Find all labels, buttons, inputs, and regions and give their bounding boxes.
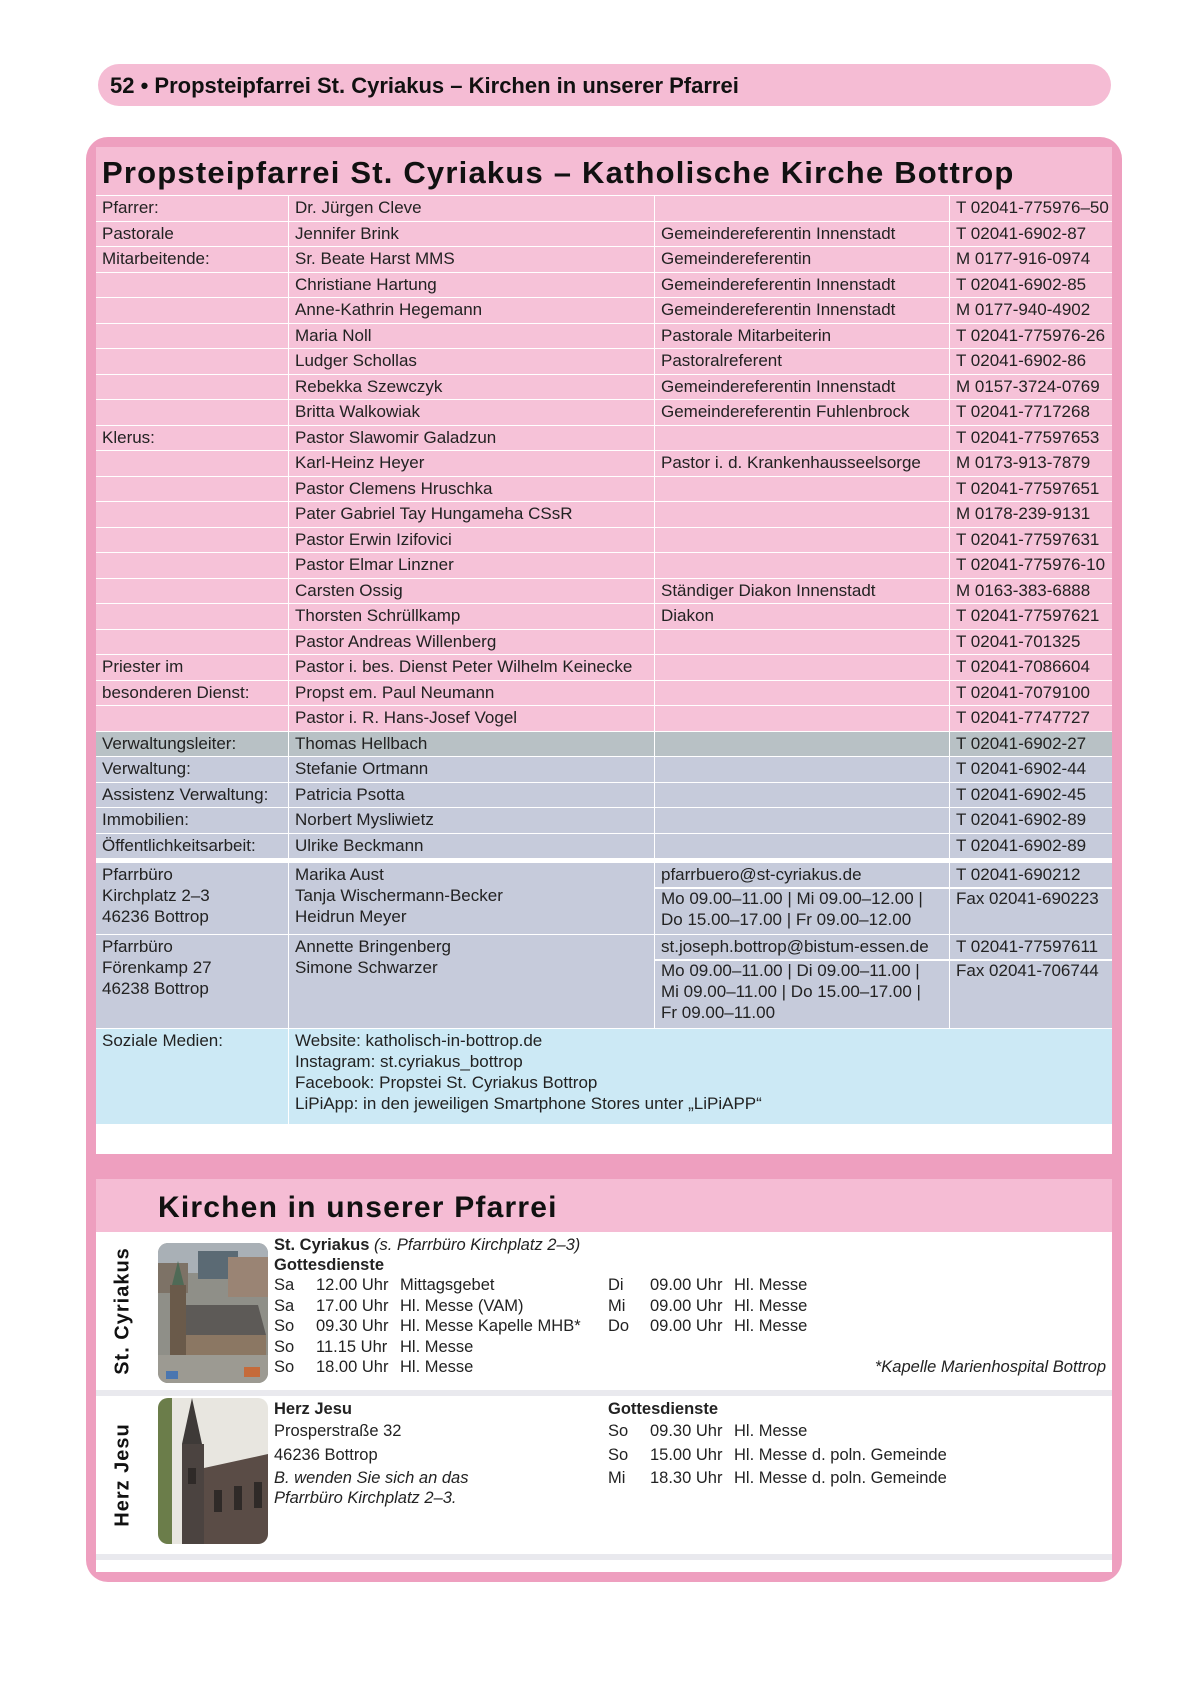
table-row	[96, 272, 1112, 298]
social-media	[96, 1028, 1112, 1124]
instagram-link[interactable]: Instagram: st.cyriakus_bottrop	[295, 1052, 523, 1071]
table-row	[96, 399, 1112, 425]
cell-label	[96, 273, 288, 298]
table-row	[96, 807, 1112, 833]
cell-role	[654, 783, 949, 808]
address-city: 46236 Bottrop	[274, 1446, 378, 1464]
service-desc: Mittagsgebet	[400, 1276, 495, 1294]
pfarrbuero-names: Annette Bringenberg Simone Schwarzer	[288, 935, 654, 1028]
cell-name: Maria Noll	[288, 324, 654, 349]
cell-phone: T 02041-701325	[949, 630, 1112, 655]
church-name-line: St. Cyriakus (s. Pfarrbüro Kirchplatz 2–3)	[274, 1236, 581, 1254]
cell-role: Gemeindereferentin Fuhlenbrock	[654, 400, 949, 425]
cell-name: Norbert Mysliwietz	[288, 808, 654, 833]
main-title-bar	[96, 147, 1112, 195]
table-row	[96, 833, 1112, 859]
cell-label	[96, 375, 288, 400]
table-row	[96, 527, 1112, 553]
cell-name: Pater Gabriel Tay Hungameha CSsR	[288, 502, 654, 527]
cell-role	[654, 808, 949, 833]
cell-phone: T 02041-6902-87	[949, 222, 1112, 247]
service-time: 15.00 Uhr	[650, 1445, 723, 1464]
cell-name: Jennifer Brink	[288, 222, 654, 247]
cell-phone: T 02041-6902-85	[949, 273, 1112, 298]
cell-label	[96, 349, 288, 374]
cell-phone: T 02041-775976-26	[949, 324, 1112, 349]
cell-role	[654, 757, 949, 782]
cell-label: Assistenz Verwaltung:	[102, 784, 269, 804]
service-day: Mi	[608, 1296, 626, 1315]
service-day: Mi	[608, 1469, 626, 1487]
table-row	[96, 425, 1112, 451]
table-row	[96, 450, 1112, 476]
cell-phone: M 0173-913-7879	[949, 451, 1112, 476]
service-desc: Hl. Messe (VAM)	[400, 1296, 524, 1315]
service-day: So	[608, 1422, 629, 1440]
cell-name: Ulrike Beckmann	[288, 834, 654, 859]
cell-phone: T 02041-7079100	[949, 681, 1112, 706]
table-row	[96, 756, 1112, 782]
table-row	[96, 654, 1112, 680]
pfarrbuero-label: Pfarrbüro Kirchplatz 2–3 46236 Bottrop	[102, 865, 210, 926]
cell-role: Pastoralreferent	[654, 349, 949, 374]
note-line: B. wenden Sie sich an das	[274, 1469, 469, 1487]
cell-label	[96, 400, 288, 425]
service-desc: Hl. Messe	[400, 1358, 474, 1376]
cell-role: Gemeindereferentin Innenstadt	[654, 273, 949, 298]
cell-phone: T 02041-77597621	[949, 604, 1112, 629]
parish-panel	[86, 137, 1122, 1582]
cell-role	[654, 681, 949, 706]
church-st-cyriakus	[96, 1232, 1112, 1390]
service-desc: Hl. Messe	[734, 1296, 808, 1315]
cell-role: Ständiger Diakon Innenstadt	[654, 579, 949, 604]
service-time: 17.00 Uhr	[316, 1296, 389, 1315]
cell-name: Pastor Slawomir Galadzun	[288, 426, 654, 451]
cell-name: Stefanie Ortmann	[288, 757, 654, 782]
cell-name: Ludger Schollas	[288, 349, 654, 374]
service-desc: Hl. Messe	[734, 1276, 808, 1294]
church-side-label: St. Cyriakus	[111, 1247, 134, 1375]
service-time: 18.30 Uhr	[650, 1469, 723, 1487]
cell-name: Christiane Hartung	[288, 273, 654, 298]
church-name: Herz Jesu	[274, 1400, 352, 1418]
table-row	[96, 629, 1112, 655]
main-title: Propsteipfarrei St. Cyriakus – Katholische Kirche Bottrop	[102, 155, 1015, 190]
cell-phone: T 02041-6902-44	[949, 757, 1112, 782]
cell-name: Pastor Erwin Izifovici	[288, 528, 654, 553]
cell-name: Pastor Andreas Willenberg	[288, 630, 654, 655]
cell-phone: T 02041-775976–50	[949, 196, 1112, 221]
cell-name: Pastor i. R. Hans-Josef Vogel	[288, 706, 654, 731]
table-row	[96, 731, 1112, 757]
table-row	[96, 680, 1112, 706]
cell-phone: T 02041-77597653	[949, 426, 1112, 451]
page-header-text: 52 • Propsteipfarrei St. Cyriakus – Kirchen in unserer Pfarrei	[110, 73, 739, 98]
cell-label	[96, 528, 288, 553]
cell-label: Klerus:	[102, 427, 155, 447]
service-time: 09.30 Uhr	[650, 1422, 723, 1440]
church-herz-jesu	[96, 1396, 1112, 1554]
cell-label: besonderen Dienst:	[102, 682, 250, 702]
cell-role	[654, 655, 949, 680]
cell-role: Gemeindereferentin	[654, 247, 949, 272]
service-time: 09.30 Uhr	[316, 1317, 389, 1335]
cell-phone: T 02041-7747727	[949, 706, 1112, 731]
pfarrbuero-names: Marika Aust Tanja Wischermann-Becker Heidrun Meyer	[288, 863, 654, 934]
cell-label	[96, 451, 288, 476]
service-day: So	[608, 1445, 629, 1464]
cell-phone: T 02041-6902-45	[949, 783, 1112, 808]
service-time: 11.15 Uhr	[316, 1337, 388, 1356]
cell-role: Diakon	[654, 604, 949, 629]
cell-role	[654, 502, 949, 527]
cell-name: Anne-Kathrin Hegemann	[288, 298, 654, 323]
cell-label	[96, 324, 288, 349]
table-row	[96, 782, 1112, 808]
cell-name: Propst em. Paul Neumann	[288, 681, 654, 706]
page-header	[98, 64, 1111, 106]
cell-role	[654, 426, 949, 451]
cell-role: Gemeindereferentin Innenstadt	[654, 375, 949, 400]
cell-phone: T 02041-77597631	[949, 528, 1112, 553]
service-day: Do	[608, 1317, 630, 1335]
cell-name: Thorsten Schrüllkamp	[288, 604, 654, 629]
cell-label: Pastorale	[102, 223, 174, 243]
table-row	[96, 603, 1112, 629]
service-time: 09.00 Uhr	[650, 1296, 723, 1315]
table-row	[96, 476, 1112, 502]
services-title: Gottesdienste	[608, 1400, 719, 1418]
cell-role: Gemeindereferentin Innenstadt	[654, 222, 949, 247]
pfarrbuero-phone: T 02041-690212 Fax 02041-690223	[949, 863, 1112, 934]
service-day: Sa	[274, 1296, 295, 1315]
cell-label	[96, 604, 288, 629]
cell-phone: T 02041-77597651	[949, 477, 1112, 502]
table-row	[96, 501, 1112, 527]
service-desc: Hl. Messe	[734, 1422, 808, 1440]
cell-label: Verwaltung:	[102, 759, 191, 778]
cell-role	[654, 706, 949, 731]
pfarrbuero-phone: T 02041-77597611 Fax 02041-706744	[949, 935, 1112, 1028]
cell-label: Verwaltungsleiter:	[102, 733, 237, 753]
cell-name: Sr. Beate Harst MMS	[288, 247, 654, 272]
cell-phone: T 02041-775976-10	[949, 553, 1112, 578]
note-line: Pfarrbüro Kirchplatz 2–3.	[274, 1489, 457, 1507]
service-time: 18.00 Uhr	[316, 1358, 389, 1376]
cell-phone: T 02041-7717268	[949, 400, 1112, 425]
church-photo-herz-jesu	[158, 1398, 268, 1544]
cell-label	[96, 706, 288, 731]
table-row	[96, 246, 1112, 272]
service-time: 09.00 Uhr	[650, 1276, 723, 1294]
services-title: Gottesdienste	[274, 1256, 385, 1274]
cell-phone: M 0157-3724-0769	[949, 375, 1112, 400]
cell-label	[96, 298, 288, 323]
church-side-label: Herz Jesu	[111, 1423, 134, 1527]
cell-label: Mitarbeitende:	[102, 249, 210, 268]
cell-name: Pastor Clemens Hruschka	[288, 477, 654, 502]
churches-section	[96, 1179, 1112, 1572]
cell-phone: T 02041-6902-86	[949, 349, 1112, 374]
table-row	[96, 705, 1112, 731]
pfarrbuero-kirchplatz	[96, 862, 1112, 934]
cell-role	[654, 553, 949, 578]
cell-name: Karl-Heinz Heyer	[288, 451, 654, 476]
cell-role: Pastor i. d. Krankenhausseelsorge	[654, 451, 949, 476]
service-day: So	[274, 1337, 295, 1356]
service-desc: Hl. Messe d. poln. Gemeinde	[734, 1469, 947, 1487]
cell-role	[654, 477, 949, 502]
cell-name: Carsten Ossig	[288, 579, 654, 604]
cell-role: Gemeindereferentin Innenstadt	[654, 298, 949, 323]
service-desc: Hl. Messe d. poln. Gemeinde	[734, 1445, 947, 1464]
cell-role: Pastorale Mitarbeiterin	[654, 324, 949, 349]
cell-label	[96, 477, 288, 502]
cell-role	[654, 528, 949, 553]
cell-name: Thomas Hellbach	[288, 732, 654, 757]
cell-phone: M 0163-383-6888	[949, 579, 1112, 604]
cell-name: Rebekka Szewczyk	[288, 375, 654, 400]
social-label: Soziale Medien:	[102, 1031, 223, 1050]
service-desc: Hl. Messe Kapelle MHB*	[400, 1317, 581, 1335]
cell-label: Pfarrer:	[102, 198, 159, 217]
contact-table	[96, 195, 1112, 858]
churches-title-bar	[96, 1179, 1112, 1232]
cell-phone: T 02041-6902-89	[949, 834, 1112, 859]
email-link[interactable]: st.joseph.bottrop@bistum-essen.de	[661, 937, 929, 956]
facebook-link[interactable]: Facebook: Propstei St. Cyriakus Bottrop	[295, 1073, 598, 1092]
cell-label	[96, 502, 288, 527]
table-row	[96, 323, 1112, 349]
cell-label	[96, 579, 288, 604]
cell-name: Patricia Psotta	[288, 783, 654, 808]
pfarrbuero-foerenkamp	[96, 934, 1112, 1028]
table-row	[96, 221, 1112, 247]
cell-label: Immobilien:	[102, 810, 189, 829]
address-street: Prosperstraße 32	[274, 1422, 402, 1440]
table-row	[96, 348, 1112, 374]
cell-label: Priester im	[102, 657, 184, 676]
service-day: So	[274, 1317, 295, 1335]
service-day: So	[274, 1358, 295, 1376]
cell-name: Dr. Jürgen Cleve	[288, 196, 654, 221]
cell-label: Öffentlichkeitsarbeit:	[102, 835, 256, 855]
website-link[interactable]: Website: katholisch-in-bottrop.de	[295, 1031, 543, 1050]
cell-phone: M 0177-916-0974	[949, 247, 1112, 272]
cell-name: Britta Walkowiak	[288, 400, 654, 425]
cell-phone: T 02041-6902-27	[949, 732, 1112, 757]
cell-phone: M 0177-940-4902	[949, 298, 1112, 323]
cell-role	[654, 196, 949, 221]
cell-phone: T 02041-7086604	[949, 655, 1112, 680]
table-row	[96, 297, 1112, 323]
cell-label	[96, 630, 288, 655]
social-lines	[288, 1029, 1112, 1124]
cell-role	[654, 834, 949, 859]
cell-role	[654, 630, 949, 655]
cell-phone: M 0178-239-9131	[949, 502, 1112, 527]
service-desc: Hl. Messe	[734, 1317, 808, 1335]
table-row	[96, 195, 1112, 221]
cell-role	[654, 732, 949, 757]
table-row	[96, 374, 1112, 400]
service-day: Sa	[274, 1276, 295, 1294]
table-row	[96, 578, 1112, 604]
footnote: *Kapelle Marienhospital Bottrop	[874, 1358, 1106, 1376]
churches-title: Kirchen in unserer Pfarrei	[158, 1191, 558, 1224]
cell-phone: T 02041-6902-89	[949, 808, 1112, 833]
cell-label	[96, 553, 288, 578]
service-time: 12.00 Uhr	[316, 1276, 389, 1294]
email-link[interactable]: pfarrbuero@st-cyriakus.de	[661, 865, 862, 884]
pfarrbuero-contact: pfarrbuero@st-cyriakus.de Mo 09.00–11.00 | Mi 09.00–12.00 | Do 15.00–17.00 | Fr 09.00–12.00	[654, 863, 949, 934]
pfarrbuero-label: Pfarrbüro Förenkamp 27 46238 Bottrop	[102, 937, 212, 998]
service-desc: Hl. Messe	[400, 1337, 474, 1356]
cell-name: Pastor i. bes. Dienst Peter Wilhelm Keinecke	[288, 655, 654, 680]
pfarrbuero-contact: st.joseph.bottrop@bistum-essen.de Mo 09.00–11.00 | Di 09.00–11.00 | Mi 09.00–11.00 | Do 15.00–17.00 | Fr 09.00–11.00	[654, 935, 949, 1028]
church-photo-st-cyriakus	[158, 1243, 268, 1383]
service-day: Di	[608, 1276, 624, 1294]
table-row	[96, 552, 1112, 578]
cell-name: Pastor Elmar Linzner	[288, 553, 654, 578]
app-info: LiPiApp: in den jeweiligen Smartphone Stores unter „LiPiAPP“	[295, 1094, 762, 1113]
service-time: 09.00 Uhr	[650, 1317, 723, 1335]
